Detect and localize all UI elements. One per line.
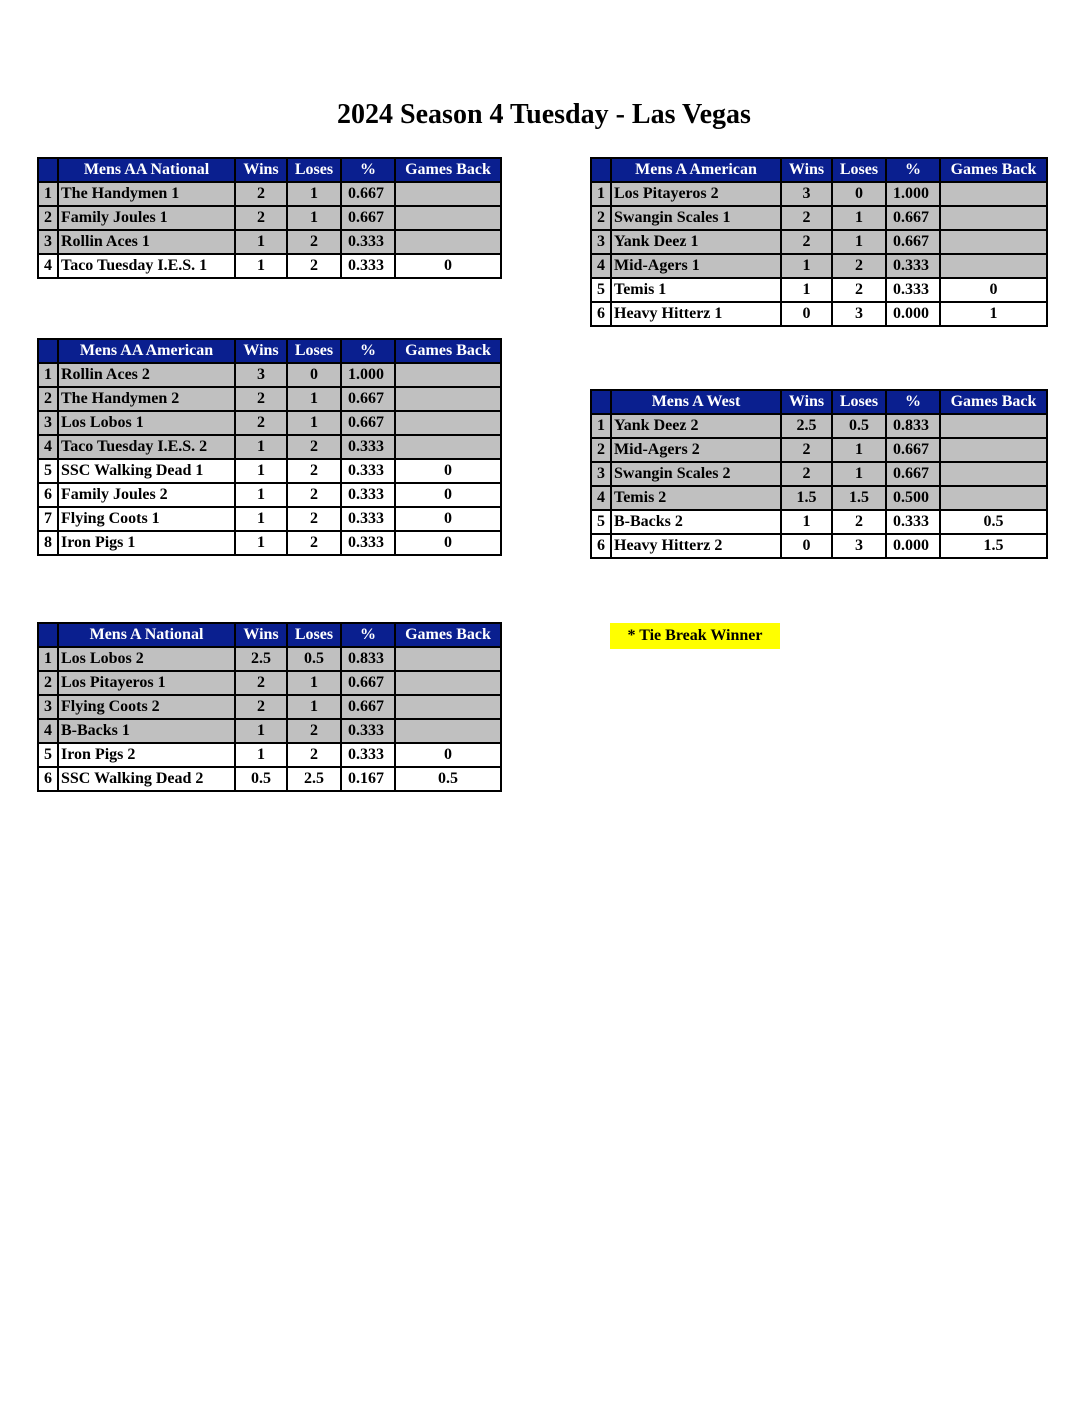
games-back-cell: 0.5	[940, 510, 1047, 534]
team-name-cell: Heavy Hitterz 2	[611, 534, 781, 558]
loses-cell: 2.5	[287, 767, 341, 791]
team-name-cell: Taco Tuesday I.E.S. 1	[58, 254, 235, 278]
loses-cell: 1	[287, 387, 341, 411]
pct-cell: 1.000	[341, 363, 395, 387]
games-back-cell	[395, 206, 501, 230]
games-back-cell: 0	[395, 254, 501, 278]
table-header-row	[38, 339, 501, 363]
table-row	[38, 435, 501, 459]
table-row	[38, 363, 501, 387]
rank-cell: 2	[38, 387, 58, 411]
team-name-cell: Los Pitayeros 1	[58, 671, 235, 695]
division-name: Mens A West	[611, 390, 781, 414]
loses-cell: 2	[287, 459, 341, 483]
loses-cell: 2	[287, 507, 341, 531]
pct-header: %	[886, 390, 940, 414]
team-name-cell: Heavy Hitterz 1	[611, 302, 781, 326]
table-row	[591, 534, 1047, 558]
games-back-cell	[940, 254, 1047, 278]
rank-cell: 4	[591, 254, 611, 278]
rank-cell: 2	[591, 438, 611, 462]
games-back-cell: 0	[940, 278, 1047, 302]
table-row	[591, 414, 1047, 438]
table-row	[38, 695, 501, 719]
team-name-cell: Los Lobos 1	[58, 411, 235, 435]
games-back-cell: 0	[395, 483, 501, 507]
table-header-row	[38, 623, 501, 647]
pct-cell: 0.333	[341, 230, 395, 254]
pct-cell: 0.333	[341, 459, 395, 483]
loses-cell: 1	[832, 206, 886, 230]
team-name-cell: Temis 2	[611, 486, 781, 510]
team-name-cell: Family Joules 2	[58, 483, 235, 507]
games-back-header: Games Back	[395, 339, 501, 363]
wins-cell: 2.5	[781, 414, 832, 438]
wins-cell: 2	[235, 387, 287, 411]
games-back-cell: 1	[940, 302, 1047, 326]
loses-cell: 1	[287, 206, 341, 230]
rank-cell: 4	[38, 435, 58, 459]
team-name-cell: SSC Walking Dead 1	[58, 459, 235, 483]
wins-cell: 1	[235, 459, 287, 483]
pct-cell: 0.333	[341, 254, 395, 278]
rank-cell: 5	[591, 510, 611, 534]
games-back-cell	[940, 462, 1047, 486]
rank-header	[38, 623, 58, 647]
table-row	[38, 531, 501, 555]
games-back-cell	[940, 438, 1047, 462]
table-row	[38, 459, 501, 483]
loses-cell: 2	[287, 719, 341, 743]
table-row	[591, 206, 1047, 230]
rank-cell: 5	[38, 459, 58, 483]
games-back-cell: 0.5	[395, 767, 501, 791]
loses-cell: 3	[832, 534, 886, 558]
wins-cell: 1	[781, 510, 832, 534]
division-name: Mens AA National	[58, 158, 235, 182]
wins-cell: 3	[781, 182, 832, 206]
table-row	[591, 182, 1047, 206]
division-name: Mens AA American	[58, 339, 235, 363]
team-name-cell: Temis 1	[611, 278, 781, 302]
team-name-cell: Yank Deez 1	[611, 230, 781, 254]
wins-cell: 1	[235, 483, 287, 507]
rank-cell: 1	[38, 363, 58, 387]
loses-cell: 2	[832, 278, 886, 302]
team-name-cell: Rollin Aces 2	[58, 363, 235, 387]
loses-header: Loses	[287, 339, 341, 363]
wins-cell: 2	[235, 695, 287, 719]
team-name-cell: Iron Pigs 1	[58, 531, 235, 555]
loses-cell: 1	[287, 671, 341, 695]
table-row	[38, 743, 501, 767]
wins-cell: 1	[235, 531, 287, 555]
team-name-cell: Swangin Scales 1	[611, 206, 781, 230]
loses-cell: 0	[287, 363, 341, 387]
table-row	[591, 302, 1047, 326]
wins-cell: 2.5	[235, 647, 287, 671]
pct-cell: 0.833	[886, 414, 940, 438]
pct-cell: 0.333	[341, 435, 395, 459]
table-row	[591, 510, 1047, 534]
rank-cell: 6	[591, 302, 611, 326]
pct-cell: 0.667	[341, 695, 395, 719]
team-name-cell: Mid-Agers 1	[611, 254, 781, 278]
rank-cell: 1	[38, 647, 58, 671]
team-name-cell: Mid-Agers 2	[611, 438, 781, 462]
division-name: Mens A National	[58, 623, 235, 647]
pct-cell: 0.667	[886, 230, 940, 254]
table-row	[591, 254, 1047, 278]
rank-cell: 6	[591, 534, 611, 558]
wins-cell: 1	[781, 278, 832, 302]
wins-cell: 1	[235, 743, 287, 767]
rank-cell: 6	[38, 483, 58, 507]
wins-cell: 2	[235, 182, 287, 206]
rank-cell: 4	[38, 254, 58, 278]
games-back-cell	[940, 182, 1047, 206]
games-back-cell	[395, 387, 501, 411]
rank-cell: 3	[591, 230, 611, 254]
loses-cell: 2	[287, 483, 341, 507]
team-name-cell: B-Backs 2	[611, 510, 781, 534]
table-row	[591, 230, 1047, 254]
tie-break-legend: * Tie Break Winner	[610, 623, 780, 649]
pct-cell: 0.667	[341, 671, 395, 695]
loses-cell: 1	[287, 182, 341, 206]
rank-cell: 3	[591, 462, 611, 486]
wins-cell: 2	[781, 206, 832, 230]
table-row	[38, 719, 501, 743]
wins-header: Wins	[781, 158, 832, 182]
rank-cell: 3	[38, 230, 58, 254]
wins-cell: 1	[235, 254, 287, 278]
wins-cell: 2	[781, 438, 832, 462]
table-header-row	[591, 390, 1047, 414]
loses-cell: 2	[832, 510, 886, 534]
rank-cell: 2	[38, 671, 58, 695]
pct-cell: 0.167	[341, 767, 395, 791]
wins-cell: 2	[235, 671, 287, 695]
loses-cell: 2	[287, 743, 341, 767]
loses-cell: 1	[832, 230, 886, 254]
wins-header: Wins	[781, 390, 832, 414]
pct-cell: 0.000	[886, 534, 940, 558]
loses-cell: 1.5	[832, 486, 886, 510]
pct-cell: 0.667	[341, 411, 395, 435]
loses-header: Loses	[287, 623, 341, 647]
wins-header: Wins	[235, 623, 287, 647]
wins-cell: 0	[781, 302, 832, 326]
wins-cell: 0.5	[235, 767, 287, 791]
team-name-cell: Los Pitayeros 2	[611, 182, 781, 206]
loses-cell: 1	[287, 411, 341, 435]
pct-cell: 0.333	[341, 743, 395, 767]
wins-cell: 2	[781, 230, 832, 254]
table-row	[591, 462, 1047, 486]
rank-header	[591, 390, 611, 414]
team-name-cell: Taco Tuesday I.E.S. 2	[58, 435, 235, 459]
wins-cell: 1	[235, 230, 287, 254]
loses-cell: 2	[287, 254, 341, 278]
team-name-cell: B-Backs 1	[58, 719, 235, 743]
games-back-cell	[395, 182, 501, 206]
team-name-cell: The Handymen 1	[58, 182, 235, 206]
team-name-cell: Flying Coots 1	[58, 507, 235, 531]
games-back-cell	[395, 671, 501, 695]
pct-cell: 0.000	[886, 302, 940, 326]
games-back-cell: 0	[395, 459, 501, 483]
table-row	[38, 671, 501, 695]
games-back-cell	[395, 230, 501, 254]
team-name-cell: Rollin Aces 1	[58, 230, 235, 254]
pct-cell: 0.667	[341, 387, 395, 411]
division-name: Mens A American	[611, 158, 781, 182]
games-back-cell	[395, 435, 501, 459]
games-back-cell	[940, 414, 1047, 438]
pct-cell: 0.667	[341, 182, 395, 206]
loses-cell: 1	[287, 695, 341, 719]
loses-header: Loses	[832, 390, 886, 414]
team-name-cell: Iron Pigs 2	[58, 743, 235, 767]
team-name-cell: Family Joules 1	[58, 206, 235, 230]
standings-table-mens-a-west	[590, 389, 1048, 559]
games-back-cell	[940, 486, 1047, 510]
loses-cell: 1	[832, 462, 886, 486]
team-name-cell: Los Lobos 2	[58, 647, 235, 671]
table-row	[38, 647, 501, 671]
wins-cell: 1	[235, 435, 287, 459]
rank-cell: 5	[38, 743, 58, 767]
wins-cell: 1	[781, 254, 832, 278]
wins-cell: 2	[781, 462, 832, 486]
standings-table-mens-aa-american	[37, 338, 502, 556]
table-row	[38, 230, 501, 254]
rank-header	[38, 339, 58, 363]
table-row	[591, 438, 1047, 462]
pct-header: %	[886, 158, 940, 182]
wins-cell: 1	[235, 507, 287, 531]
games-back-cell	[395, 411, 501, 435]
table-row	[591, 278, 1047, 302]
pct-cell: 0.333	[341, 719, 395, 743]
rank-cell: 7	[38, 507, 58, 531]
pct-cell: 0.333	[886, 254, 940, 278]
pct-cell: 0.667	[886, 462, 940, 486]
rank-cell: 4	[38, 719, 58, 743]
wins-cell: 1.5	[781, 486, 832, 510]
games-back-cell	[395, 647, 501, 671]
table-row	[38, 411, 501, 435]
table-row	[38, 182, 501, 206]
loses-cell: 2	[287, 531, 341, 555]
loses-cell: 2	[832, 254, 886, 278]
pct-cell: 0.667	[886, 438, 940, 462]
table-row	[38, 507, 501, 531]
rank-cell: 2	[591, 206, 611, 230]
page-title: 2024 Season 4 Tuesday - Las Vegas	[337, 99, 751, 130]
loses-cell: 3	[832, 302, 886, 326]
games-back-header: Games Back	[940, 158, 1047, 182]
pct-header: %	[341, 158, 395, 182]
loses-cell: 2	[287, 435, 341, 459]
wins-cell: 0	[781, 534, 832, 558]
games-back-cell	[940, 206, 1047, 230]
table-row	[38, 483, 501, 507]
wins-header: Wins	[235, 158, 287, 182]
games-back-cell: 0	[395, 531, 501, 555]
games-back-cell: 0	[395, 743, 501, 767]
wins-cell: 2	[235, 411, 287, 435]
wins-cell: 3	[235, 363, 287, 387]
rank-cell: 1	[38, 182, 58, 206]
games-back-cell: 1.5	[940, 534, 1047, 558]
rank-cell: 5	[591, 278, 611, 302]
games-back-header: Games Back	[940, 390, 1047, 414]
rank-cell: 8	[38, 531, 58, 555]
wins-cell: 1	[235, 719, 287, 743]
standings-table-mens-a-american	[590, 157, 1048, 327]
table-header-row	[591, 158, 1047, 182]
rank-cell: 3	[38, 695, 58, 719]
loses-cell: 0.5	[832, 414, 886, 438]
pct-header: %	[341, 623, 395, 647]
pct-cell: 0.333	[341, 531, 395, 555]
team-name-cell: Swangin Scales 2	[611, 462, 781, 486]
table-row	[38, 767, 501, 791]
standings-table-mens-aa-national	[37, 157, 502, 279]
pct-cell: 0.333	[886, 510, 940, 534]
pct-cell: 0.667	[886, 206, 940, 230]
table-row	[591, 486, 1047, 510]
pct-cell: 0.833	[341, 647, 395, 671]
games-back-cell	[395, 363, 501, 387]
table-row	[38, 254, 501, 278]
pct-header: %	[341, 339, 395, 363]
team-name-cell: SSC Walking Dead 2	[58, 767, 235, 791]
rank-cell: 3	[38, 411, 58, 435]
table-row	[38, 387, 501, 411]
wins-cell: 2	[235, 206, 287, 230]
loses-cell: 0	[832, 182, 886, 206]
table-header-row	[38, 158, 501, 182]
loses-header: Loses	[287, 158, 341, 182]
pct-cell: 0.500	[886, 486, 940, 510]
loses-cell: 1	[832, 438, 886, 462]
rank-cell: 4	[591, 486, 611, 510]
wins-header: Wins	[235, 339, 287, 363]
pct-cell: 0.333	[886, 278, 940, 302]
standings-table-mens-a-national	[37, 622, 502, 792]
games-back-cell	[395, 695, 501, 719]
games-back-cell: 0	[395, 507, 501, 531]
games-back-header: Games Back	[395, 158, 501, 182]
games-back-cell	[395, 719, 501, 743]
team-name-cell: Flying Coots 2	[58, 695, 235, 719]
pct-cell: 0.667	[341, 206, 395, 230]
rank-cell: 6	[38, 767, 58, 791]
loses-cell: 0.5	[287, 647, 341, 671]
pct-cell: 0.333	[341, 507, 395, 531]
pct-cell: 0.333	[341, 483, 395, 507]
rank-cell: 2	[38, 206, 58, 230]
loses-cell: 2	[287, 230, 341, 254]
rank-header	[591, 158, 611, 182]
loses-header: Loses	[832, 158, 886, 182]
team-name-cell: The Handymen 2	[58, 387, 235, 411]
rank-cell: 1	[591, 182, 611, 206]
pct-cell: 1.000	[886, 182, 940, 206]
rank-cell: 1	[591, 414, 611, 438]
rank-header	[38, 158, 58, 182]
games-back-cell	[940, 230, 1047, 254]
table-row	[38, 206, 501, 230]
team-name-cell: Yank Deez 2	[611, 414, 781, 438]
games-back-header: Games Back	[395, 623, 501, 647]
